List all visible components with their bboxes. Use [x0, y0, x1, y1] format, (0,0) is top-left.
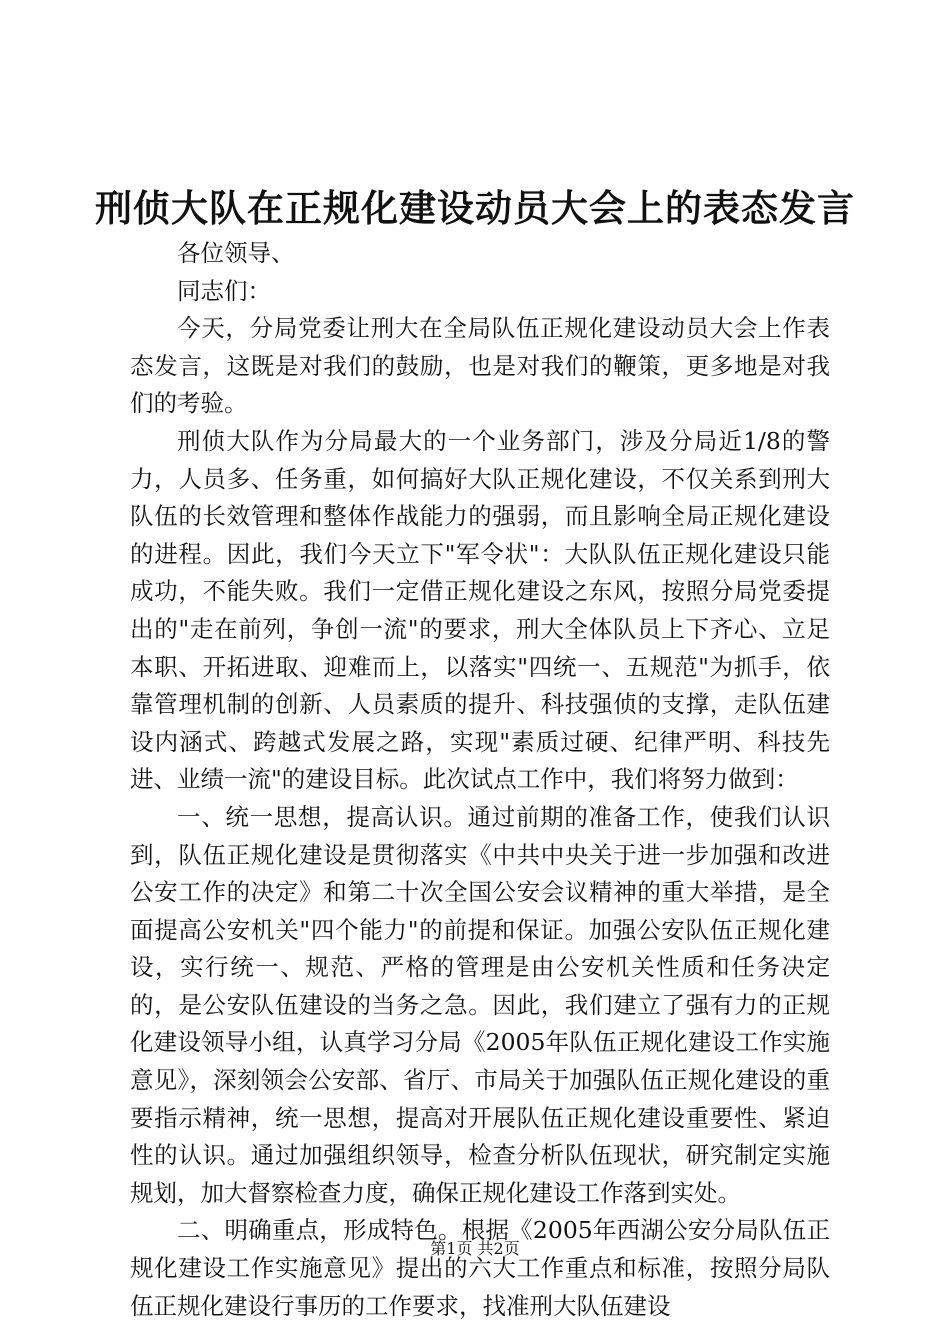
salutation-line: 各位领导、 — [177, 239, 295, 267]
page-number-footer: 第1页 共2页 — [430, 1239, 520, 1258]
document-title: 刑侦大队在正规化建设动员大会上的表态发言 — [95, 186, 855, 230]
body-paragraph: 今天，分局党委让刑大在全局队伍正规化建设动员大会上作表态发言，这既是对我们的鼓励，也是对我们的鞭策，更多地是对我们的考验。 — [130, 314, 830, 418]
body-paragraph: 刑侦大队作为分局最大的一个业务部门，涉及分局近1/8的警力，人员多、任务重，如何搞好大队正规化建设，不仅关系到刑大队伍的长效管理和整体作战能力的强弱，而且影响全局正规化建设的进程。因此，我们今天立下"军令状"：大队队伍正规化建设只能成功，不能失败。我们一定借正规化建设之东风，按照分局党委提出的"走在前列，争创一流"的要求，刑大全体队员上下齐心、立足本职、开拓进取、迎难而上，以落实"四统一、五规范"为抓手，依靠管理机制的创新、人员素质的提升、科技强侦的支撑，走队伍建设内涵式、跨越式发展之路，实现"素质过硬、纪律严明、科技先进、业绩一流"的建设目标。此次试点工作中，我们将努力做到： — [130, 426, 830, 794]
body-paragraph: 一、统一思想，提高认识。通过前期的准备工作，使我们认识到，队伍正规化建设是贯彻落实《中共中央关于进一步加强和改进公安工作的决定》和第二十次全国公安会议精神的重大举措，是全面提高公安机关"四个能力"的前提和保证。加强公安队伍正规化建设，实行统一、规范、严格的管理是由公安机关性质和任务决定的，是公安队伍建设的当务之急。因此，我们建立了强有力的正规化建设领导小组，认真学习分局《2005年队伍正规化建设工作实施意见》，深刻领会公安部、省厅、市局关于加强队伍正规化建设的重要指示精神，统一思想，提高对开展队伍正规化建设重要性、紧迫性的认识。通过加强组织领导，检查分析队伍现状，研究制定实施规划，加大督察检查力度，确保正规化建设工作落到实处。 — [130, 802, 830, 1207]
salutation-line: 同志们： — [177, 276, 271, 305]
document-body — [130, 235, 830, 1325]
body-paragraph: 二、明确重点，形成特色。根据《2005年西湖公安分局队伍正规化建设工作实施意见》提出的六大工作重点和标准，按照分局队伍正规化建设行事历的工作要求，找准刑大队伍建设 — [130, 1216, 830, 1320]
